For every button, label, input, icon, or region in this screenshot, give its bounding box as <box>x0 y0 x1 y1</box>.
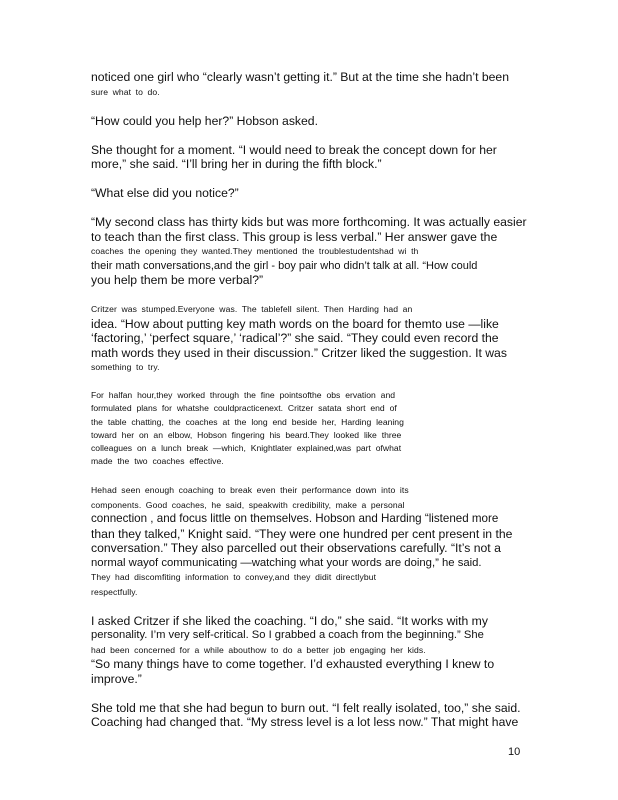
text-line: “So many things have to come together. I’d exhausted everything I knew to <box>91 657 495 672</box>
text-line: coaches the opening they wanted.They mentioned the troublestudentshad wi th <box>91 246 419 256</box>
paragraph <box>91 389 521 469</box>
text-line: Coaching had changed that. “My stress level is a lot less now.” That might have <box>91 715 519 730</box>
text-line: respectfully. <box>91 586 138 597</box>
text-line: more,” she said. “I’ll bring her in during the fifth block.” <box>91 157 382 171</box>
text-line: Critzer was stumped.Everyone was. The tablefell silent. Then Harding had an <box>91 304 413 314</box>
paragraph <box>91 114 521 129</box>
text-line: For halfan hour,they worked through the fine pointsofthe obs ervation and <box>91 390 396 400</box>
text-line: She thought for a moment. “I would need to break the concept down for her <box>91 142 497 157</box>
text-line: their math conversations,and the girl - boy pair who didn’t talk at all. “How could <box>91 259 478 272</box>
text-line: than they talked,” Knight said. “They were one hundred per cent present in the <box>91 526 513 541</box>
paragraph <box>91 215 527 288</box>
text-line: They had discomfiting information to convey,and they didit directlybut <box>91 572 377 583</box>
text-line: math words they used in their discussion.” Critzer liked the suggestion. It was <box>91 345 507 360</box>
text-line: toward her on an elbow, Hobson fingering his beard.They looked like three <box>91 429 402 440</box>
text-line: She told me that she had begun to burn out. “I felt really isolated, too,” she said. <box>91 700 521 715</box>
text-line: sure what to do. <box>91 86 160 97</box>
text-line: idea. “How about putting key math words on the board for themto use —like <box>91 316 499 331</box>
text-line: “My second class has thirty kids but was more forthcoming. It was actually easier <box>91 215 527 229</box>
text-line: improve.” <box>91 671 142 686</box>
paragraph <box>91 302 521 375</box>
text-line: made the two coaches effective. <box>91 456 224 467</box>
text-line: “How could you help her?” Hobson asked. <box>91 113 318 128</box>
text-line: personality. I’m very self-critical. So I grabbed a coach from the beginning.” She <box>91 629 484 642</box>
paragraph <box>91 483 521 599</box>
text-line: to teach than the first class. This group is less verbal.” Her answer gave the <box>91 229 498 244</box>
text-line: components. Good coaches, he said, speakwith credibility, make a personal <box>91 499 405 510</box>
text-line: Hehad seen enough coaching to break even their performance down into its <box>91 485 409 496</box>
text-line: conversation.” They also parcelled out their observations carefully. “It’s not a <box>91 541 501 556</box>
text-line: the table chatting, the coaches at the long end beside her, Harding leaning <box>91 416 404 427</box>
text-line: I asked Critzer if she liked the coaching. “I do,” she said. “It works with my <box>91 613 488 628</box>
text-line: noticed one girl who “clearly wasn’t getting it.” But at the time she hadn’t been <box>91 70 509 84</box>
paragraph <box>91 70 521 99</box>
text-line: ‘factoring,’ ‘perfect square,’ ‘radical’?” she said. “They could even record the <box>91 331 499 345</box>
page-number: 10 <box>508 746 521 758</box>
text-line: “What else did you notice?” <box>91 186 239 200</box>
text-line: colleagues on a lunch break —which, Knightlater explained,was part ofwhat <box>91 443 402 454</box>
text-line: formulated plans for whatshe couldpracticenext. Critzer satata short end of <box>91 403 397 414</box>
paragraph <box>91 614 521 687</box>
text-line: had been concerned for a while abouthow to do a better job engaging her kids. <box>91 644 426 655</box>
text-line: connection , and focus little on themselves. Hobson and Harding “listened more <box>91 512 499 526</box>
text-line: something to try. <box>91 362 160 372</box>
paragraph <box>91 143 521 172</box>
text-line: you help them be more verbal?” <box>91 273 264 287</box>
text-line: normal wayof communicating —watching what your words are doing,” he said. <box>91 556 482 569</box>
paragraph <box>91 186 521 201</box>
paragraph <box>91 701 521 730</box>
body-text <box>91 70 527 744</box>
